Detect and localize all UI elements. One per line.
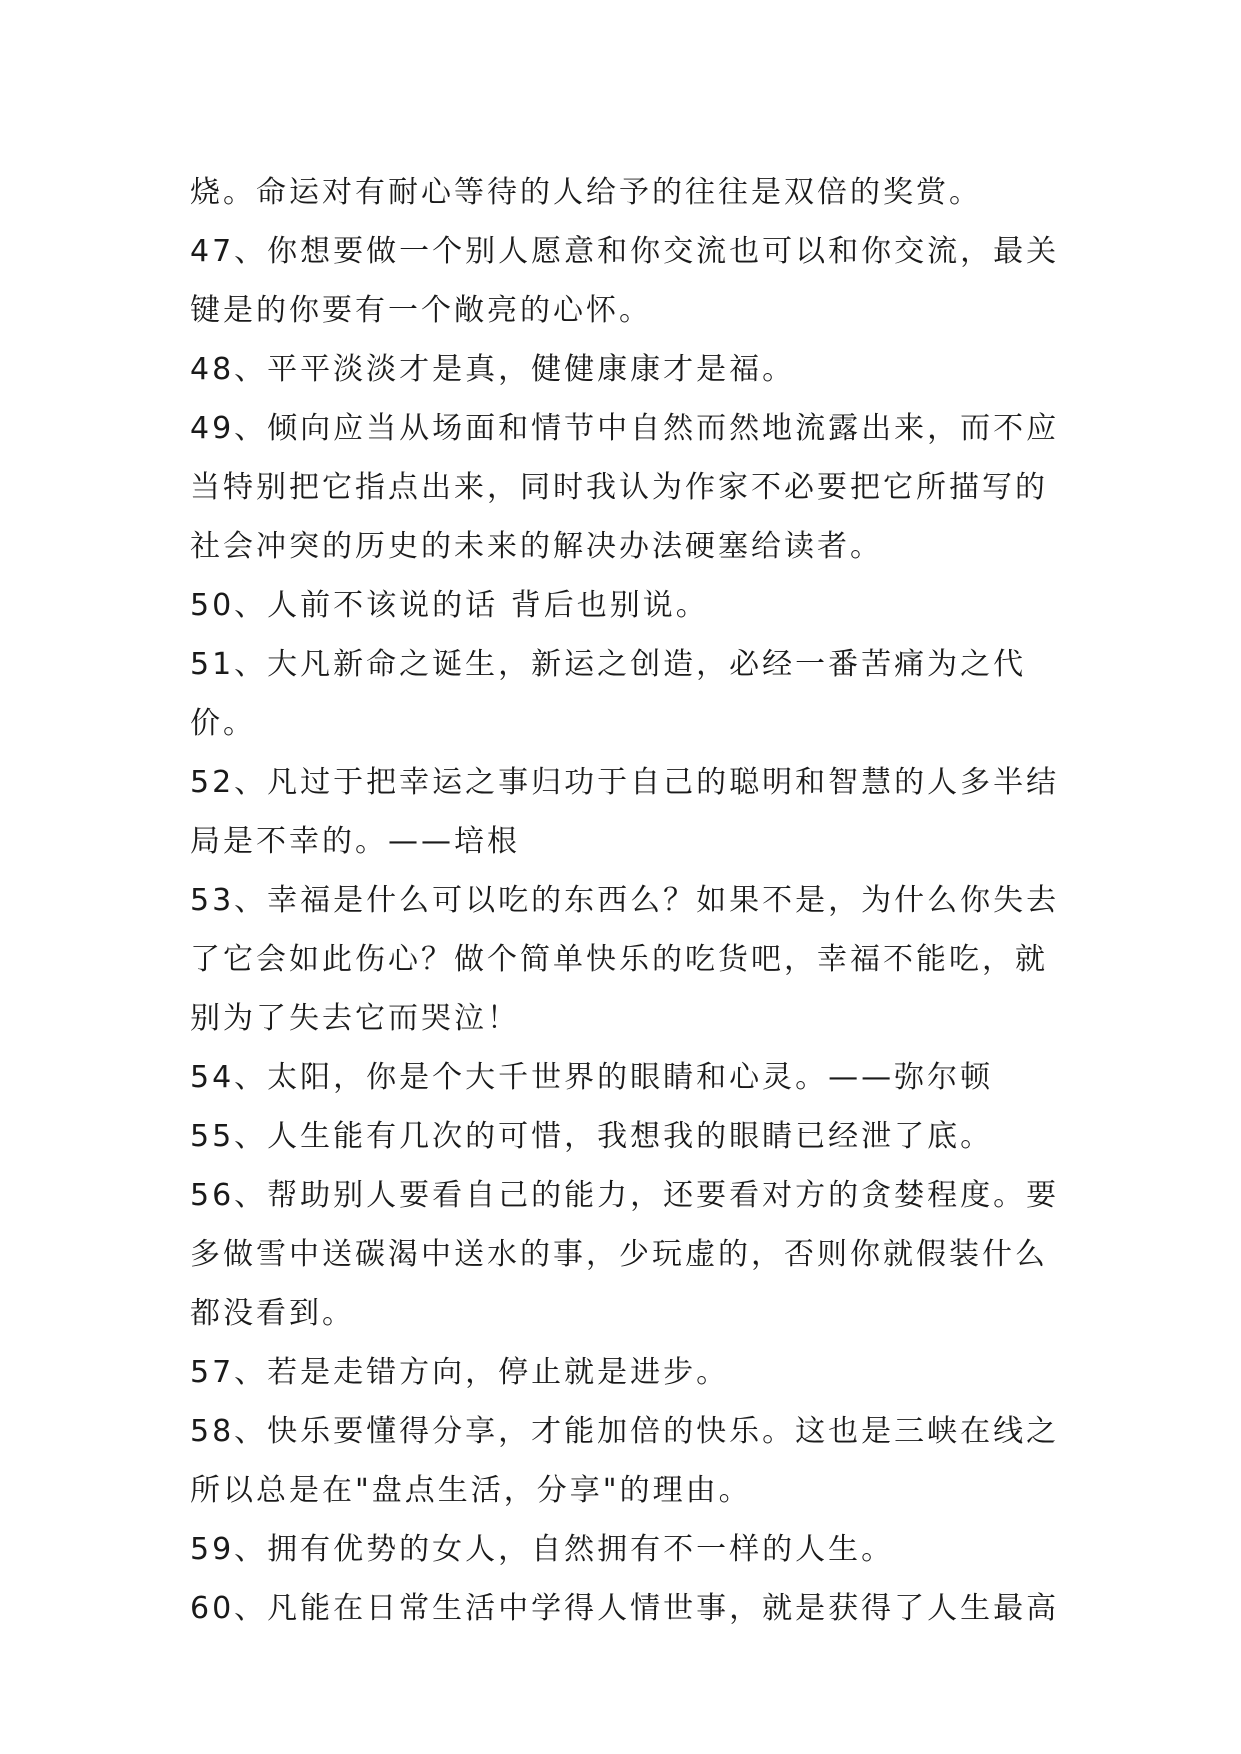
quote-52: 52、凡过于把幸运之事归功于自己的聪明和智慧的人多半结局是不幸的。——培根 xyxy=(190,765,1060,859)
quote-49: 49、倾向应当从场面和情节中自然而然地流露出来，而不应当特别把它指点出来，同时我认为作家不必要把它所描写的社会冲突的历史的未来的解决办法硬塞给读者。 xyxy=(190,411,1060,564)
text-line: 烧。命运对有耐心等待的人给予的往往是双倍的奖赏。 xyxy=(190,175,982,210)
quote-58: 58、快乐要懂得分享，才能加倍的快乐。这也是三峡在线之所以总是在"盘点生活，分享"的理由。 xyxy=(190,1414,1060,1508)
quote-48: 48、平平淡淡才是真，健健康康才是福。 xyxy=(190,352,796,387)
quote-60: 60、凡能在日常生活中学得人情世事，就是获得了人生最高 xyxy=(190,1591,1060,1626)
quote-55: 55、人生能有几次的可惜，我想我的眼睛已经泄了底。 xyxy=(190,1119,994,1154)
quote-47: 47、你想要做一个别人愿意和你交流也可以和你交流，最关键是的你要有一个敞亮的心怀。 xyxy=(190,234,1060,328)
quote-51: 51、大凡新命之诞生，新运之创造，必经一番苦痛为之代价。 xyxy=(190,647,1027,741)
quote-59: 59、拥有优势的女人，自然拥有不一样的人生。 xyxy=(190,1532,895,1567)
quote-50: 50、人前不该说的话 背后也别说。 xyxy=(190,588,709,623)
quote-53: 53、幸福是什么可以吃的东西么？如果不是，为什么你失去了它会如此伤心？做个简单快乐的吃货吧，幸福不能吃，就别为了失去它而哭泣！ xyxy=(190,883,1060,1036)
quote-54: 54、太阳，你是个大千世界的眼睛和心灵。——弥尔顿 xyxy=(190,1060,994,1095)
document-body xyxy=(190,163,1060,1638)
quote-57: 57、若是走错方向，停止就是进步。 xyxy=(190,1355,730,1390)
quote-56: 56、帮助别人要看自己的能力，还要看对方的贪婪程度。要多做雪中送碳渴中送水的事，少玩虚的，否则你就假装什么都没看到。 xyxy=(190,1178,1060,1331)
